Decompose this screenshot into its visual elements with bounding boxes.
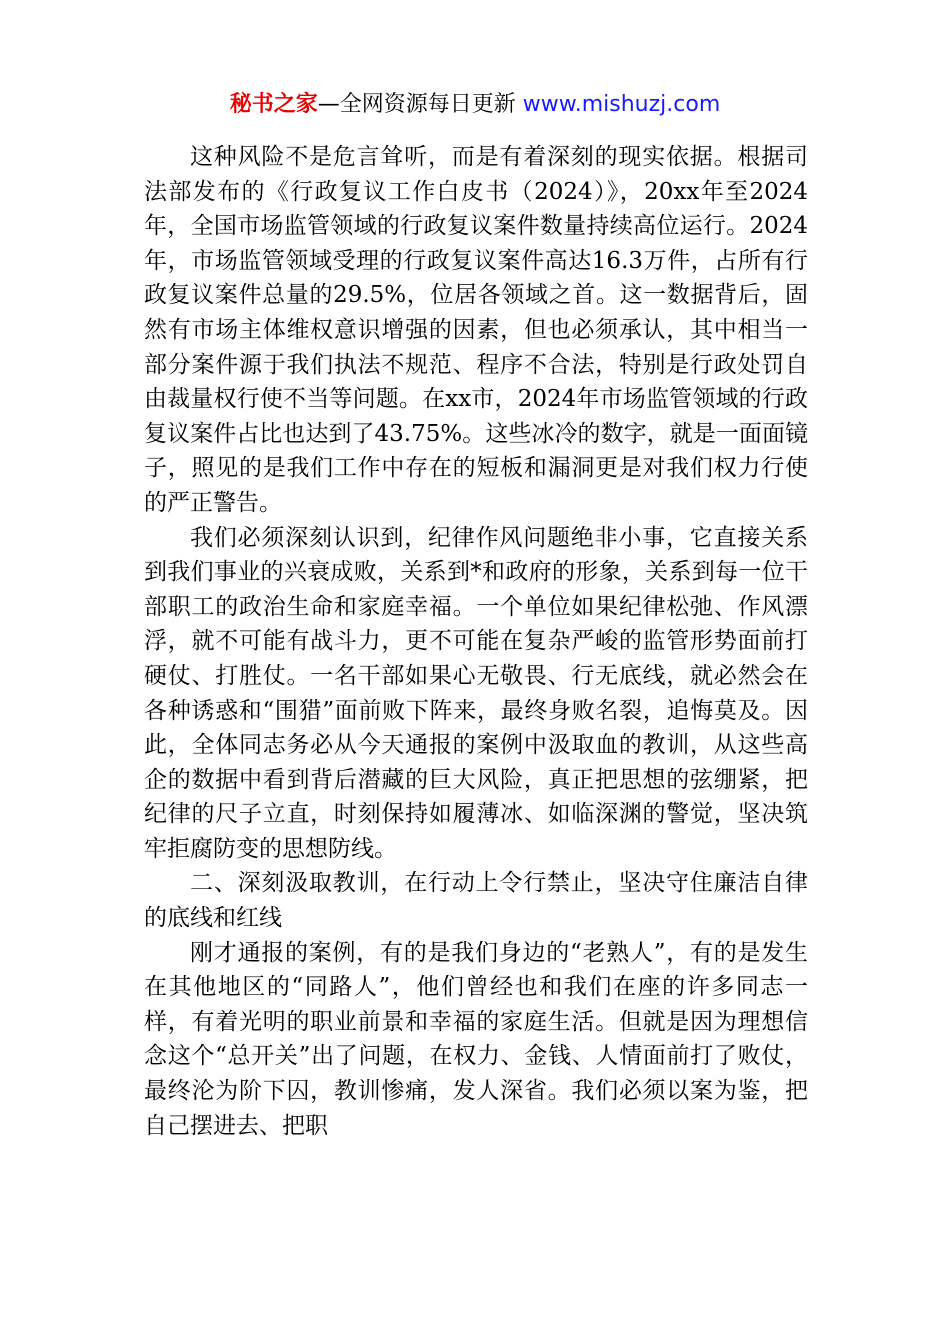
header-tagline: —全网资源每日更新 (317, 92, 516, 117)
section-heading: 二、深刻汲取教训，在行动上令行禁止，坚决守住廉洁自律的底线和红线 (144, 870, 808, 932)
site-url-link[interactable]: www.mishuzj.com (522, 92, 721, 117)
paragraph: 刚才通报的案例，有的是我们身边的“老熟人”，有的是发生在其他地区的“同路人”，他们曾经也和我们在座的许多同志一样，有着光明的职业前景和幸福的家庭生活。但就是因为理想信念这个“总开关”出了问题，在权力、金钱、人情面前打了败仗，最终沦为阶下囚，教训惨痛，发人深省。我们必须以案为鉴，把自己摆进去、把职 (144, 939, 808, 1139)
paragraph: 这种风险不是危言耸听，而是有着深刻的现实依据。根据司法部发布的《行政复议工作白皮书（2024）》，20xx年至2024年，全国市场监管领域的行政复议案件数量持续高位运行。2024年，市场监管领域受理的行政复议案件高达16.3万件，占所有行政复议案件总量的29.5%，位居各领域之首。这一数据背后，固然有市场主体维权意识增强的因素，但也必须承认，其中相当一部分案件源于我们执法不规范、程序不合法，特别是行政处罚自由裁量权行使不当等问题。在xx市，2024年市场监管领域的行政复议案件占比也达到了43.75%。这些冰冷的数字，就是一面面镜子，照见的是我们工作中存在的短板和漏洞更是对我们权力行使的严正警告。 (144, 144, 808, 516)
brand-name: 秘书之家 (229, 92, 318, 117)
page-header (0, 88, 950, 122)
document-body (144, 140, 808, 1143)
paragraph: 我们必须深刻认识到，纪律作风问题绝非小事，它直接关系到我们事业的兴衰成败，关系到*和政府的形象，关系到每一位干部职工的政治生命和家庭幸福。一个单位如果纪律松弛、作风漂浮，就不可能有战斗力，更不可能在复杂严峻的监管形势面前打硬仗、打胜仗。一名干部如果心无敬畏、行无底线，就必然会在各种诱惑和“围猎”面前败下阵来，最终身败名裂，追悔莫及。因此，全体同志务必从今天通报的案例中汲取血的教训，从这些高企的数据中看到背后潜藏的巨大风险，真正把思想的弦绷紧，把纪律的尺子立直，时刻保持如履薄冰、如临深渊的警觉，坚决筑牢拒腐防变的思想防线。 (144, 524, 808, 862)
